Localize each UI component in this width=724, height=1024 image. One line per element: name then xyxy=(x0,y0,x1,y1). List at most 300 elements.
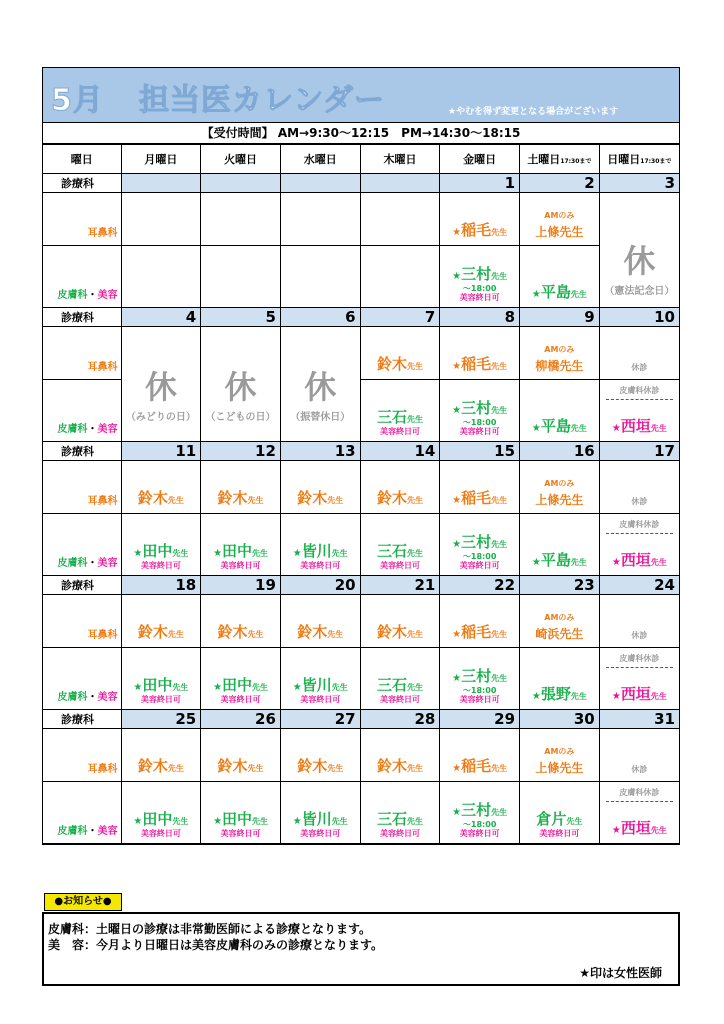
doctor-name: 三石 xyxy=(376,676,407,694)
schedule-cell xyxy=(280,729,360,782)
schedule-cell xyxy=(360,782,440,844)
schedule-cell xyxy=(121,648,201,710)
doctor-suffix: 先生 xyxy=(650,692,667,701)
date-cell: 23 xyxy=(520,576,600,595)
schedule-cell xyxy=(520,595,600,648)
schedule-cell xyxy=(599,380,679,442)
beauty-note: 美容終日可 xyxy=(140,561,181,570)
shinryo-label: 診療科 xyxy=(43,174,121,193)
weekday-label: 土曜日 xyxy=(527,153,561,166)
doctor-name: 鈴木 xyxy=(137,623,168,641)
holiday-mark: 休 xyxy=(623,242,656,280)
beauty-note: 美容終日可 xyxy=(539,829,580,838)
schedule-cell xyxy=(201,193,281,246)
doctor-suffix: 先生 xyxy=(247,630,264,639)
date-cell: 4 xyxy=(121,308,201,327)
schedule-cell xyxy=(201,246,281,308)
schedule-cell xyxy=(520,648,600,710)
derm-label-dot: ・ xyxy=(87,290,98,301)
beauty-note: 美容終日可 xyxy=(459,427,500,436)
schedule-cell xyxy=(360,193,440,246)
schedule-cell xyxy=(201,514,281,576)
doctor-name: 鈴木 xyxy=(376,757,407,775)
schedule-cell xyxy=(440,327,520,380)
holiday-caption: （憲法記念日） xyxy=(604,286,675,297)
doctor-name: 上條先生 xyxy=(535,761,584,775)
doctor-name: 倉片 xyxy=(536,810,567,828)
doctor-name: 上條先生 xyxy=(535,225,584,239)
notice-line: 皮膚科：土曜日の診療は非常勤医師による診療となります。 xyxy=(48,922,372,936)
doctor-name: 皆川 xyxy=(301,676,332,694)
doctor-name: 鈴木 xyxy=(376,623,407,641)
ent-label-cell xyxy=(43,461,121,514)
closed-note: 休診 xyxy=(631,363,648,372)
beauty-note: 美容終日可 xyxy=(459,561,500,570)
ent-label: 耳鼻科 xyxy=(87,630,118,641)
star-icon: ★ xyxy=(133,816,143,827)
dashed-divider xyxy=(606,533,673,534)
schedule-cell xyxy=(599,595,679,648)
star-icon: ★ xyxy=(452,539,462,550)
doctor-suffix: 先生 xyxy=(491,540,508,549)
doctor-name: 田中 xyxy=(142,542,173,560)
hours-note: ～18:00 xyxy=(462,686,497,695)
weekday-header: 水曜日 xyxy=(280,145,360,174)
date-cell: 25 xyxy=(121,710,201,729)
derm-closed-note: 皮膚科休診 xyxy=(619,654,660,663)
schedule-cell xyxy=(121,246,201,308)
dashed-divider xyxy=(606,667,673,668)
date-cell: 9 xyxy=(520,308,600,327)
derm-label-b: 美容 xyxy=(97,826,118,837)
doctor-suffix: 先生 xyxy=(406,549,423,558)
weekday-header: 木曜日 xyxy=(360,145,440,174)
doctor-name: 皆川 xyxy=(301,542,332,560)
derm-label-b: 美容 xyxy=(97,290,118,301)
schedule-cell xyxy=(201,595,281,648)
doctor-name: 鈴木 xyxy=(217,757,248,775)
derm-label xyxy=(58,822,118,837)
notice-box xyxy=(42,912,680,986)
star-icon: ★ xyxy=(213,682,223,693)
schedule-cell xyxy=(520,782,600,844)
schedule-cell xyxy=(121,595,201,648)
doctor-name: 三村 xyxy=(461,533,492,551)
doctor-suffix: 先生 xyxy=(491,764,508,773)
schedule-cell xyxy=(520,461,600,514)
am-only-note: AMのみ xyxy=(544,747,575,756)
beauty-note: 美容終日可 xyxy=(140,829,181,838)
ent-row xyxy=(43,461,679,514)
beauty-note: 美容終日可 xyxy=(379,829,420,838)
doctor-suffix: 先生 xyxy=(327,630,344,639)
derm-label-b: 美容 xyxy=(97,558,118,569)
doctor-name: 三石 xyxy=(376,542,407,560)
doctor-suffix: 先生 xyxy=(167,496,184,505)
doctor-suffix: 先生 xyxy=(491,362,508,371)
doctor-suffix: 先生 xyxy=(570,558,587,567)
schedule-cell xyxy=(360,595,440,648)
closed-note: 休診 xyxy=(631,631,648,640)
star-icon: ★ xyxy=(292,682,302,693)
hours-note: ～18:00 xyxy=(462,552,497,561)
star-icon: ★ xyxy=(292,548,302,559)
ent-label-cell xyxy=(43,595,121,648)
schedule-cell xyxy=(440,595,520,648)
star-icon: ★ xyxy=(213,816,223,827)
date-cell: 30 xyxy=(520,710,600,729)
schedule-cell xyxy=(599,327,679,380)
weekday-hours: 17:30まで xyxy=(560,158,592,165)
ent-label: 耳鼻科 xyxy=(87,362,118,373)
schedule-cell xyxy=(121,729,201,782)
date-cell: 24 xyxy=(599,576,679,595)
schedule-cell xyxy=(520,514,600,576)
schedule-cell xyxy=(599,648,679,710)
date-row xyxy=(43,174,679,193)
weekday-header xyxy=(520,145,600,174)
am-only-note: AMのみ xyxy=(544,479,575,488)
ent-row xyxy=(43,595,679,648)
star-icon: ★ xyxy=(452,807,462,818)
holiday-caption: （こどもの日） xyxy=(205,412,276,423)
derm-label-cell xyxy=(43,514,121,576)
schedule-cell xyxy=(121,782,201,844)
star-icon: ★ xyxy=(452,271,462,282)
beauty-note: 美容終日可 xyxy=(379,695,420,704)
doctor-name: 三村 xyxy=(461,667,492,685)
dashed-divider xyxy=(606,399,673,400)
date-cell: 11 xyxy=(121,442,201,461)
schedule-cell xyxy=(360,648,440,710)
date-cell xyxy=(360,174,440,193)
beauty-note: 美容終日可 xyxy=(300,561,341,570)
doctor-suffix: 先生 xyxy=(406,683,423,692)
weekday-header: 曜日 xyxy=(43,145,121,174)
schedule-cell xyxy=(360,380,440,442)
star-icon: ★ xyxy=(452,673,462,684)
schedule-cell xyxy=(360,246,440,308)
derm-row xyxy=(43,514,679,576)
title-bar xyxy=(43,68,679,123)
date-cell: 29 xyxy=(440,710,520,729)
schedule-cell xyxy=(599,514,679,576)
schedule-cell xyxy=(599,729,679,782)
doctor-suffix: 先生 xyxy=(172,549,189,558)
am-only-note: AMのみ xyxy=(544,345,575,354)
holiday-mark: 休 xyxy=(144,368,177,406)
schedule-cell xyxy=(121,514,201,576)
derm-label-cell xyxy=(43,782,121,844)
star-icon: ★ xyxy=(611,423,621,434)
derm-label-a: 皮膚科 xyxy=(57,558,88,569)
schedule-cell xyxy=(440,193,520,246)
schedule-cell xyxy=(440,782,520,844)
doctor-name: 鈴木 xyxy=(137,757,168,775)
doctor-name: 鈴木 xyxy=(217,623,248,641)
doctor-name: 三石 xyxy=(376,810,407,828)
doctor-name: 西垣 xyxy=(620,551,651,569)
doctor-name: 三石 xyxy=(376,408,407,426)
doctor-name: 崎浜先生 xyxy=(535,627,584,641)
doctor-suffix: 先生 xyxy=(406,362,423,371)
doctor-name: 稲毛 xyxy=(461,757,492,775)
schedule-cell xyxy=(280,193,360,246)
holiday-cell xyxy=(201,327,281,442)
reception-hours: 【受付時間】 AM→9:30～12:15 PM→14:30～18:15 xyxy=(43,123,679,144)
doctor-suffix: 先生 xyxy=(327,764,344,773)
doctor-suffix: 先生 xyxy=(491,406,508,415)
date-cell: 10 xyxy=(599,308,679,327)
closed-note: 休診 xyxy=(631,497,648,506)
ent-row xyxy=(43,327,679,380)
date-cell: 26 xyxy=(201,710,281,729)
star-icon: ★ xyxy=(452,405,462,416)
star-icon: ★ xyxy=(452,495,462,506)
notice-footnote: ★印は女性医師 xyxy=(579,966,662,980)
doctor-name: 平島 xyxy=(540,417,571,435)
doctor-name: 稲毛 xyxy=(461,355,492,373)
doctor-name: 皆川 xyxy=(301,810,332,828)
star-icon: ★ xyxy=(213,548,223,559)
ent-label-cell xyxy=(43,729,121,782)
doctor-suffix: 先生 xyxy=(331,683,348,692)
schedule-cell xyxy=(280,782,360,844)
ent-label-cell xyxy=(43,327,121,380)
holiday-mark: 休 xyxy=(304,368,337,406)
hours-note: ～18:00 xyxy=(462,820,497,829)
beauty-note: 美容終日可 xyxy=(459,695,500,704)
am-only-note: AMのみ xyxy=(544,613,575,622)
date-cell: 3 xyxy=(599,174,679,193)
doctor-suffix: 先生 xyxy=(172,683,189,692)
date-cell: 17 xyxy=(599,442,679,461)
beauty-note: 美容終日可 xyxy=(300,829,341,838)
derm-label-b: 美容 xyxy=(97,424,118,435)
date-row xyxy=(43,308,679,327)
doctor-name: 西垣 xyxy=(620,417,651,435)
doctor-name: 平島 xyxy=(540,283,571,301)
schedule-cell xyxy=(440,729,520,782)
doctor-name: 田中 xyxy=(142,676,173,694)
doctor-name: 平島 xyxy=(540,551,571,569)
holiday-cell xyxy=(280,327,360,442)
doctor-suffix: 先生 xyxy=(650,826,667,835)
date-cell xyxy=(280,174,360,193)
title-month: 5月 xyxy=(51,83,104,118)
schedule-cell xyxy=(201,782,281,844)
closed-note: 休診 xyxy=(631,765,648,774)
derm-row xyxy=(43,782,679,844)
beauty-note: 美容終日可 xyxy=(220,695,261,704)
doctor-name: 西垣 xyxy=(620,819,651,837)
date-row xyxy=(43,710,679,729)
doctor-suffix: 先生 xyxy=(247,764,264,773)
date-cell: 21 xyxy=(360,576,440,595)
doctor-suffix: 先生 xyxy=(331,549,348,558)
schedule-cell xyxy=(201,648,281,710)
doctor-suffix: 先生 xyxy=(406,415,423,424)
doctor-name: 田中 xyxy=(222,542,253,560)
schedule-cell xyxy=(360,327,440,380)
notice-line: 美 容：今月より日曜日は美容皮膚科のみの診療となります。 xyxy=(48,938,384,952)
schedule-cell xyxy=(520,193,600,246)
doctor-name: 西垣 xyxy=(620,685,651,703)
schedule-cell xyxy=(360,729,440,782)
doctor-suffix: 先生 xyxy=(406,496,423,505)
derm-closed-note: 皮膚科休診 xyxy=(619,520,660,529)
derm-label xyxy=(58,420,118,435)
date-cell: 12 xyxy=(201,442,281,461)
doctor-name: 稲毛 xyxy=(461,489,492,507)
doctor-suffix: 先生 xyxy=(570,692,587,701)
ent-row xyxy=(43,193,679,246)
doctor-suffix: 先生 xyxy=(491,630,508,639)
doctor-name: 田中 xyxy=(222,810,253,828)
star-icon: ★ xyxy=(531,289,541,300)
date-cell: 7 xyxy=(360,308,440,327)
page-title: 担当医カレンダー xyxy=(139,83,386,118)
doctor-name: 鈴木 xyxy=(376,355,407,373)
doctor-name: 田中 xyxy=(222,676,253,694)
weekday-header: 火曜日 xyxy=(201,145,281,174)
schedule-cell xyxy=(360,514,440,576)
shinryo-label: 診療科 xyxy=(43,710,121,729)
schedule-cell xyxy=(280,461,360,514)
derm-row xyxy=(43,246,679,308)
date-cell: 8 xyxy=(440,308,520,327)
beauty-note: 美容終日可 xyxy=(379,561,420,570)
ent-label: 耳鼻科 xyxy=(87,764,118,775)
doctor-suffix: 先生 xyxy=(247,496,264,505)
derm-label-a: 皮膚科 xyxy=(57,826,88,837)
doctor-name: 鈴木 xyxy=(217,489,248,507)
star-icon: ★ xyxy=(133,548,143,559)
schedule-cell xyxy=(520,729,600,782)
date-cell: 2 xyxy=(520,174,600,193)
shinryo-label: 診療科 xyxy=(43,308,121,327)
schedule-cell xyxy=(440,514,520,576)
ent-row xyxy=(43,729,679,782)
holiday-cell xyxy=(599,193,679,308)
schedule-cell xyxy=(201,729,281,782)
schedule-cell xyxy=(440,380,520,442)
derm-label-a: 皮膚科 xyxy=(57,424,88,435)
date-cell: 28 xyxy=(360,710,440,729)
am-only-note: AMのみ xyxy=(544,211,575,220)
date-cell xyxy=(121,174,201,193)
derm-label-dot: ・ xyxy=(87,826,98,837)
doctor-suffix: 先生 xyxy=(406,764,423,773)
schedule-cell xyxy=(440,648,520,710)
beauty-note: 美容終日可 xyxy=(459,293,500,302)
date-cell: 15 xyxy=(440,442,520,461)
derm-label-cell xyxy=(43,246,121,308)
derm-label-dot: ・ xyxy=(87,692,98,703)
beauty-note: 美容終日可 xyxy=(459,829,500,838)
date-cell xyxy=(201,174,281,193)
shinryo-label: 診療科 xyxy=(43,576,121,595)
doctor-suffix: 先生 xyxy=(331,817,348,826)
derm-label-a: 皮膚科 xyxy=(57,692,88,703)
schedule-cell xyxy=(360,461,440,514)
weekday-label: 日曜日 xyxy=(607,153,641,166)
doctor-name: 鈴木 xyxy=(137,489,168,507)
title-note: ★やむを得ず変更となる場合がございます xyxy=(448,107,619,117)
ent-label-cell xyxy=(43,193,121,246)
weekday-header xyxy=(599,145,679,174)
derm-label-dot: ・ xyxy=(87,558,98,569)
derm-label xyxy=(58,286,118,301)
calendar-table xyxy=(43,144,679,844)
ent-label: 耳鼻科 xyxy=(87,496,118,507)
star-icon: ★ xyxy=(531,423,541,434)
schedule-cell xyxy=(440,461,520,514)
holiday-mark: 休 xyxy=(224,368,257,406)
doctor-name: 三村 xyxy=(461,265,492,283)
weekday-header-row xyxy=(43,145,679,174)
star-icon: ★ xyxy=(452,629,462,640)
schedule-cell xyxy=(520,327,600,380)
schedule-cell xyxy=(280,514,360,576)
dashed-divider xyxy=(606,801,673,802)
date-cell: 16 xyxy=(520,442,600,461)
doctor-suffix: 先生 xyxy=(491,808,508,817)
weekday-header: 金曜日 xyxy=(440,145,520,174)
doctor-suffix: 先生 xyxy=(252,683,269,692)
date-cell: 13 xyxy=(280,442,360,461)
beauty-note: 美容終日可 xyxy=(300,695,341,704)
star-icon: ★ xyxy=(452,361,462,372)
schedule-cell xyxy=(121,461,201,514)
star-icon: ★ xyxy=(611,691,621,702)
beauty-note: 美容終日可 xyxy=(220,829,261,838)
hours-note: ～18:00 xyxy=(462,284,497,293)
date-cell: 20 xyxy=(280,576,360,595)
doctor-suffix: 先生 xyxy=(491,496,508,505)
date-cell: 27 xyxy=(280,710,360,729)
beauty-note: 美容終日可 xyxy=(140,695,181,704)
doctor-suffix: 先生 xyxy=(650,558,667,567)
doctor-name: 三村 xyxy=(461,399,492,417)
derm-label-a: 皮膚科 xyxy=(57,290,88,301)
schedule-cell xyxy=(599,782,679,844)
derm-label-cell xyxy=(43,380,121,442)
date-row xyxy=(43,576,679,595)
schedule-cell xyxy=(201,461,281,514)
date-cell: 22 xyxy=(440,576,520,595)
holiday-cell xyxy=(121,327,201,442)
doctor-name: 上條先生 xyxy=(535,493,584,507)
calendar-frame xyxy=(42,67,680,845)
derm-label xyxy=(58,554,118,569)
doctor-name: 鈴木 xyxy=(297,489,328,507)
doctor-suffix: 先生 xyxy=(167,630,184,639)
star-icon: ★ xyxy=(531,557,541,568)
star-icon: ★ xyxy=(452,763,462,774)
doctor-suffix: 先生 xyxy=(406,817,423,826)
doctor-suffix: 先生 xyxy=(167,764,184,773)
derm-closed-note: 皮膚科休診 xyxy=(619,386,660,395)
schedule-cell xyxy=(520,380,600,442)
doctor-suffix: 先生 xyxy=(566,817,583,826)
doctor-name: 柳橋先生 xyxy=(535,359,584,373)
doctor-name: 三村 xyxy=(461,801,492,819)
hours-note: ～18:00 xyxy=(462,418,497,427)
shinryo-label: 診療科 xyxy=(43,442,121,461)
doctor-name: 張野 xyxy=(540,685,571,703)
doctor-name: 鈴木 xyxy=(376,489,407,507)
